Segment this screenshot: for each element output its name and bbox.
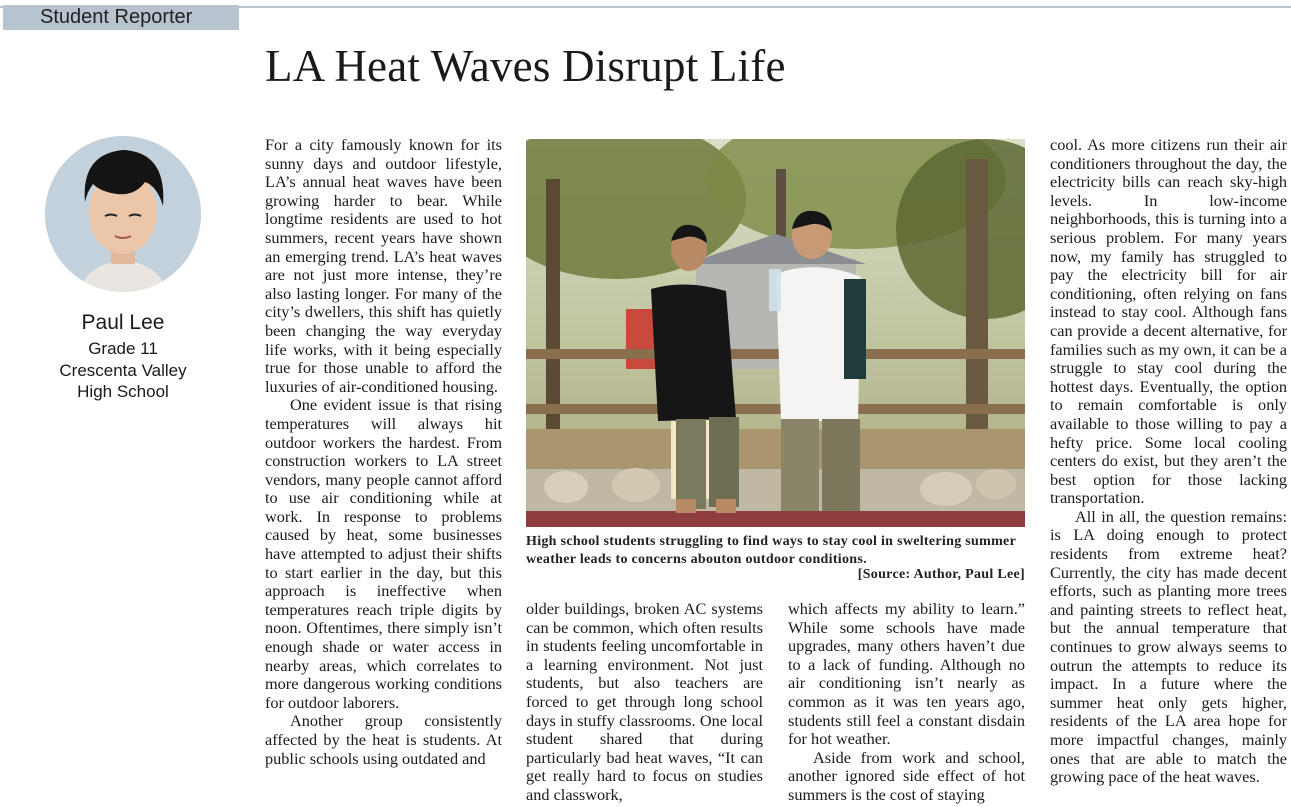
article-photo xyxy=(526,139,1025,527)
author-school: Crescenta Valley xyxy=(59,360,187,380)
paragraph: Another group consistently affected by the heat is students. At public schools using outdated and xyxy=(265,711,502,768)
author-avatar xyxy=(45,136,201,292)
paragraph: cool. As more citizens run their air conditioners throughout the day, the electricity bills can reach sky-high levels. In low-income neighborhoods, this is turning into a serious problem. For many years now, my family has struggled to pay the electricity bill for air conditioning, often relying on fans instead to stay cool. Although fans can provide a decent alternative, for families such as my own, it can be a struggle to stay cool during the hottest days. Eventually, the option to remain comfortable is only available to those willing to pay a hefty price. Some local cooling centers do exist, but they aren’t the best option for those lacking transportation. xyxy=(1050,135,1287,508)
section-label: Student Reporter xyxy=(3,5,239,30)
author-school-2: High School xyxy=(77,382,169,401)
article-column-3 xyxy=(788,600,1025,807)
author-portrait-icon xyxy=(45,136,201,292)
author-block xyxy=(20,308,226,403)
article-column-1 xyxy=(265,136,502,807)
photo-caption: High school students struggling to find ways to stay cool in sweltering summer weather leads to concerns abouton outdoor conditions. xyxy=(526,534,1016,567)
article-headline: LA Heat Waves Disrupt Life xyxy=(265,41,786,91)
paragraph: older buildings, broken AC systems can be common, which often results in students feeling uncomfortable in a learning environment. Not just students, but also teachers are forced to get through long school days in stuffy classrooms. One local student shared that during particularly bad heat waves, “It can get really hard to focus on studies and classwork, xyxy=(526,599,763,804)
students-photo-icon xyxy=(526,139,1025,527)
author-name: Paul Lee xyxy=(81,311,165,334)
article-column-4 xyxy=(1050,136,1287,807)
paragraph: which affects my ability to learn.” While some schools have made upgrades, many others haven’t due to a lack of funding. Although no air conditioning isn’t nearly as common as it was ten years ago, students still feel a constant disdain for hot weather. xyxy=(788,599,1025,749)
paragraph: All in all, the question remains: is LA doing enough to protect residents from extreme heat? Currently, the city has made decent efforts, such as planting more trees and painting streets to reflect heat, but the annual temperature that continues to grow always seems to outrun the attempts to reduce its impact. In a future where the summer heat only gets higher, residents of the LA area hope for more impactful changes, mainly ones that are able to match the growing pace of the heat waves. xyxy=(1050,506,1287,787)
paragraph: For a city famously known for its sunny days and outdoor lifestyle, LA’s annual heat waves have been growing harder to bear. While longtime residents are used to hot summers, recent years have shown an emerging trend. LA’s heat waves are not just more intense, they’re also lasting longer. For many of the city’s dwellers, this shift has quietly been changing the way everyday life works, with it being especially true for those unable to afford the luxuries of air-conditioned housing. xyxy=(265,135,502,396)
author-grade: Grade 11 xyxy=(88,339,158,358)
article-column-2 xyxy=(526,600,763,807)
paragraph: Aside from work and school, another ignored side effect of hot summers is the cost of staying xyxy=(788,747,1025,804)
photo-credit: [Source: Author, Paul Lee] xyxy=(857,567,1025,582)
paragraph: One evident issue is that rising temperatures will always hit outdoor workers the hardest. From construction workers to LA street vendors, many people cannot afford to use air conditioning while at work. In response to problems caused by heat, some businesses have attempted to adjust their shifts to start earlier in the day, but this approach is ineffective when temperatures reach triple digits by noon. Oftentimes, there simply isn’t enough shade or water access in nearby areas, which correlates to more dangerous working conditions for outdoor laborers. xyxy=(265,395,502,712)
